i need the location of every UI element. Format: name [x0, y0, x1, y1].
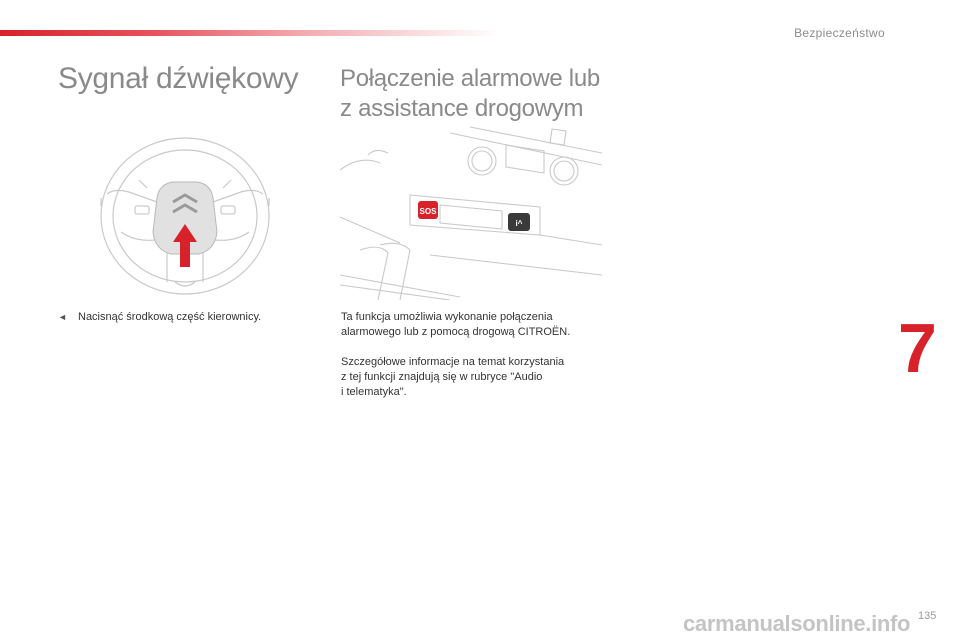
- details-reference: [341, 355, 606, 400]
- details-reference-line-3: i telematyka".: [341, 386, 407, 398]
- emergency-call-title: [340, 64, 620, 124]
- emergency-call-button-icon: [418, 201, 438, 219]
- site-watermark: carmanualsonline.info: [683, 611, 911, 636]
- emergency-call-title-line-1: Połączenie alarmowe lub: [340, 65, 600, 92]
- roof-console-illustration: [340, 125, 602, 300]
- page-number: 135: [918, 610, 937, 622]
- details-reference-line-2: z tej funkcji znajdują się w rubryce "Audio: [341, 371, 543, 383]
- details-reference-line-1: Szczegółowe informacje na temat korzystania: [341, 356, 565, 368]
- svg-text:SOS: SOS: [419, 207, 437, 216]
- svg-text:i^: i^: [515, 219, 523, 228]
- header-accent-bar: [0, 30, 500, 36]
- function-description-line-1: Ta funkcja umożliwia wykonanie połączenia: [341, 311, 553, 323]
- function-description-line-2: alarmowego lub z pomocą drogową CITROËN.: [341, 326, 571, 338]
- emergency-call-title-line-2: z assistance drogowym: [340, 95, 584, 122]
- function-description: [341, 310, 606, 340]
- instruction-text: Nacisnąć środkową część kierownicy.: [78, 311, 262, 323]
- section-name: Bezpieczeństwo: [794, 26, 885, 40]
- arrow-bullet-icon: ◄: [58, 312, 67, 322]
- chapter-number: 7: [898, 309, 937, 387]
- assistance-button-icon: [508, 213, 530, 231]
- instruction-bullet: [58, 311, 261, 323]
- horn-title: Sygnał dźwiękowy: [58, 62, 299, 95]
- steering-wheel-illustration: [95, 132, 275, 297]
